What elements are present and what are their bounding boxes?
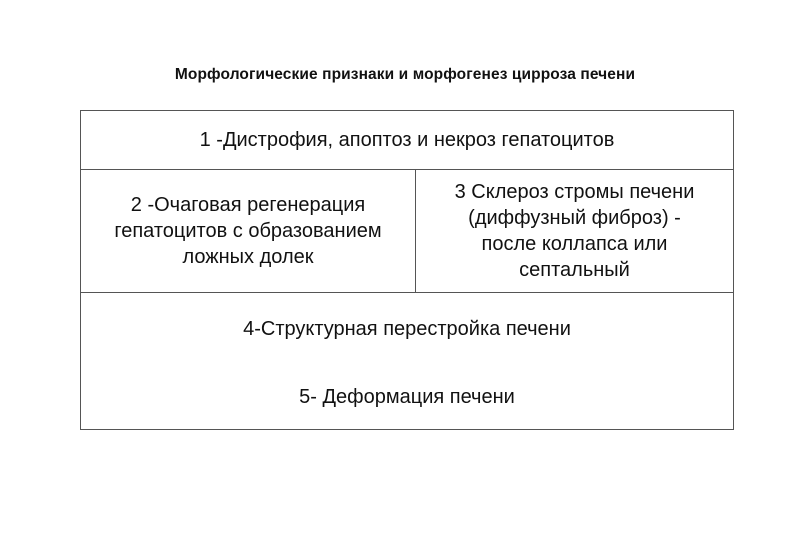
morphogenesis-scheme [80, 110, 734, 430]
stage-5-cell: 5- Деформация печени [299, 386, 515, 408]
stage-1-cell: 1 -Дистрофия, апоптоз и некроз гепатоцитов [81, 111, 733, 170]
stage-2-3-row [81, 170, 733, 293]
stage-2-cell: 2 -Очаговая регенерация гепатоцитов с образованием ложных долек [81, 170, 416, 292]
slide-title: Морфологические признаки и морфогенез цирроза печени [174, 66, 636, 83]
stage-3-cell: 3 Склероз стромы печени (диффузный фиброз) - после коллапса или септальный [454, 181, 695, 281]
stage-4-cell: 4-Структурная перестройка печени [243, 317, 571, 340]
